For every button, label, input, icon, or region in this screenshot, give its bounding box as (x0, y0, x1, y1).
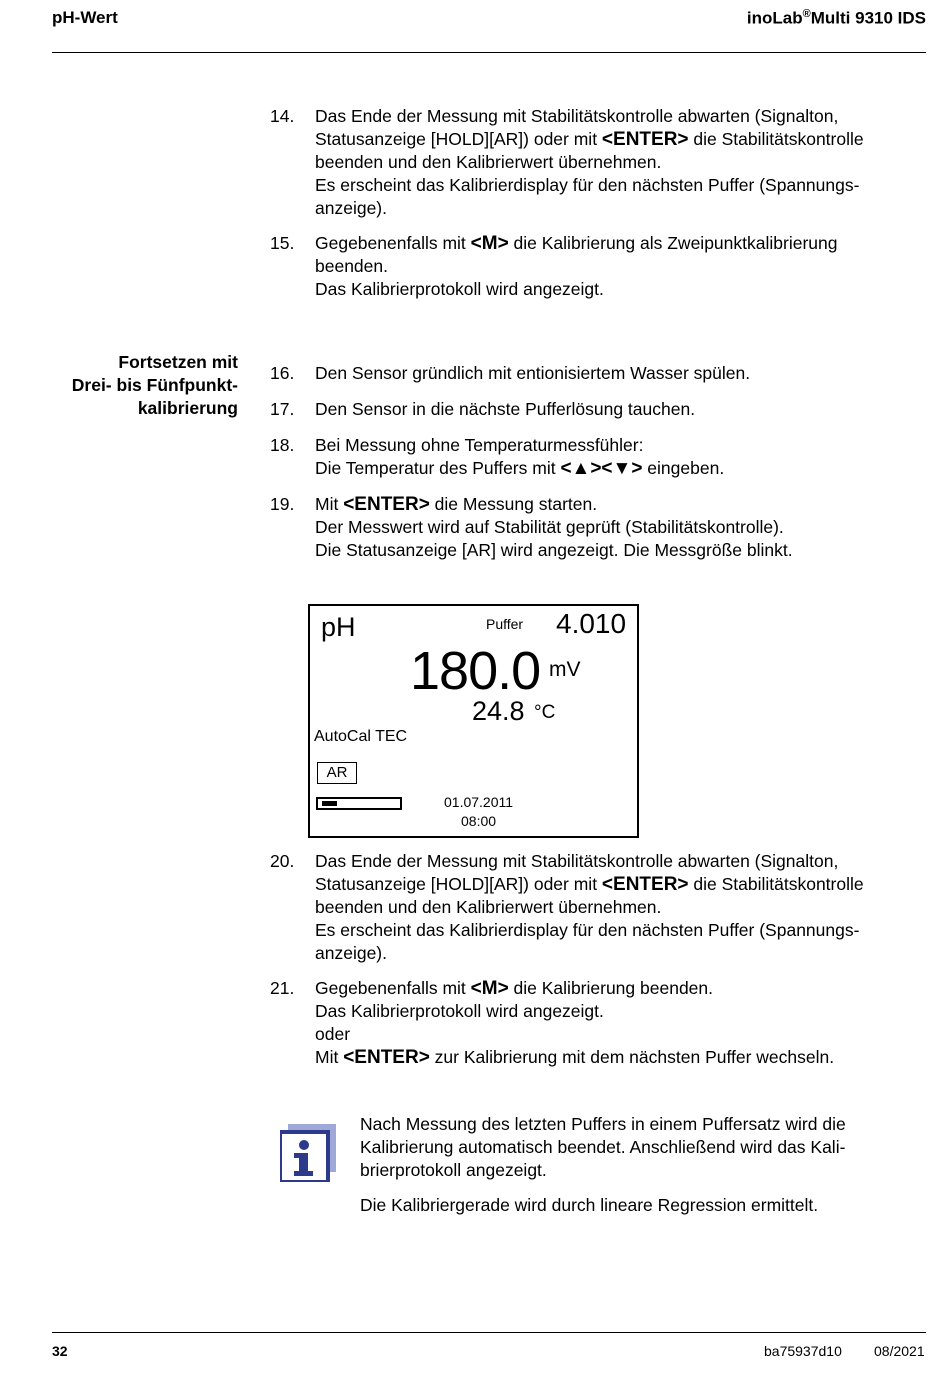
text-segment: Es erscheint das Kalibrierdisplay für den nächsten Puffer (Spannungs- (315, 175, 860, 195)
display-temperature-unit: °C (534, 702, 556, 723)
model-name: Multi 9310 IDS (810, 8, 926, 28)
step-text (315, 398, 920, 421)
display-buffer-value: 4.010 (556, 608, 627, 639)
text-segment: die Kalibrierung als Zweipunktkalibrierung (508, 233, 838, 253)
text-segment: Gegebenenfalls mit (315, 233, 471, 253)
display-parameter: pH (321, 612, 356, 642)
progress-fill (322, 801, 337, 806)
meter-display (308, 604, 639, 838)
document-date: 08/2021 (874, 1343, 925, 1359)
text-segment: Bei Messung ohne Temperaturmessfühler: (315, 435, 644, 455)
text-segment: die Stabilitätskontrolle (688, 874, 864, 894)
display-time: 08:00 (461, 813, 497, 829)
step-line (315, 873, 920, 896)
note-line: Die Kalibriergerade wird durch lineare Regression ermittelt. (360, 1195, 819, 1215)
step-line (315, 977, 920, 1000)
text-segment: Das Kalibrierprotokoll wird angezeigt. (315, 1001, 604, 1021)
text-segment: Mit (315, 494, 344, 514)
step-line (315, 434, 920, 457)
step-item (270, 398, 920, 421)
step-line (315, 174, 920, 197)
step-line (315, 1046, 920, 1069)
step-line (315, 896, 920, 919)
text-segment: Den Sensor in die nächste Pufferlösung tauchen. (315, 399, 696, 419)
running-header-section: pH-Wert (52, 8, 118, 27)
product-name: inoLab (746, 8, 803, 28)
step-line (315, 278, 920, 301)
text-segment: Das Ende der Messung mit Stabilitätskontrolle abwarten (Signalton, (315, 106, 839, 126)
step-line (315, 539, 920, 562)
step-text (315, 362, 920, 385)
text-segment: die Kalibrierung beenden. (508, 978, 714, 998)
text-segment: Gegebenenfalls mit (315, 978, 471, 998)
key-label: <▲><▼> (560, 458, 643, 479)
step-text (315, 850, 920, 965)
display-temperature: 24.8 (472, 696, 525, 726)
text-segment: Statusanzeige [HOLD][AR]) oder mit (315, 129, 602, 149)
note-line: Kalibrierung automatisch beendet. Anschließend wird das Kali- (360, 1137, 846, 1157)
key-label: <ENTER> (601, 874, 689, 895)
text-segment: Mit (315, 1047, 344, 1067)
step-text (315, 434, 920, 480)
registered-mark: ® (802, 8, 811, 20)
step-line (315, 493, 920, 516)
text-segment: Das Kalibrierprotokoll wird angezeigt. (315, 279, 604, 299)
step-line (315, 255, 920, 278)
display-progress-bar (316, 797, 402, 810)
step-text (315, 493, 920, 562)
step-item (270, 434, 920, 480)
step-text (315, 977, 920, 1069)
step-text (315, 232, 920, 301)
key-label: <ENTER> (601, 129, 689, 150)
step-number: 19. (270, 494, 295, 514)
step-line (315, 1023, 920, 1046)
running-header-product (747, 8, 926, 29)
step-item (270, 362, 920, 385)
side-heading-line: Drei- bis Fünfpunkt- (71, 375, 238, 395)
info-icon (280, 1124, 336, 1182)
note-line: brierprotokoll angezeigt. (360, 1160, 547, 1180)
text-segment: oder (315, 1024, 351, 1044)
display-date: 01.07.2011 (444, 794, 514, 810)
step-line (315, 105, 920, 128)
text-segment: Es erscheint das Kalibrierdisplay für den nächsten Puffer (Spannungs- (315, 920, 860, 940)
text-segment: beenden und den Kalibrierwert übernehmen. (315, 897, 662, 917)
side-heading-line: kalibrierung (137, 398, 238, 418)
page-number: 32 (52, 1343, 68, 1359)
display-main-unit: mV (549, 658, 581, 681)
key-label: <ENTER> (343, 1047, 430, 1068)
note-line: Nach Messung des letzten Puffers in einem Puffersatz wird die (360, 1114, 846, 1134)
key-label: <M> (470, 978, 509, 999)
step-number: 17. (270, 399, 295, 419)
text-segment: Das Ende der Messung mit Stabilitätskontrolle abwarten (Signalton, (315, 851, 839, 871)
step-number: 18. (270, 435, 295, 455)
step-item (270, 977, 920, 1069)
key-label: <ENTER> (343, 494, 430, 515)
step-number: 15. (270, 233, 295, 253)
step-line (315, 516, 920, 539)
key-label: <M> (470, 233, 509, 254)
side-heading (72, 351, 238, 420)
step-line (315, 942, 920, 965)
step-number: 16. (270, 363, 295, 383)
text-segment: anzeige). (315, 943, 387, 963)
text-segment: die Stabilitätskontrolle (688, 129, 864, 149)
step-line (315, 850, 920, 873)
step-line (315, 919, 920, 942)
step-item (270, 105, 920, 220)
step-line (315, 398, 920, 421)
text-segment: Statusanzeige [HOLD][AR]) oder mit (315, 874, 602, 894)
text-segment: eingeben. (642, 458, 725, 478)
step-item (270, 232, 920, 301)
text-segment: anzeige). (315, 198, 387, 218)
step-item (270, 493, 920, 562)
step-line (315, 151, 920, 174)
text-segment: Die Statusanzeige [AR] wird angezeigt. Die Messgröße blinkt. (315, 540, 793, 560)
display-status-badge: AR (317, 762, 357, 784)
text-segment: Die Temperatur des Puffers mit (315, 458, 561, 478)
footer-rule (52, 1332, 926, 1333)
step-line (315, 128, 920, 151)
text-segment: zur Kalibrierung mit dem nächsten Puffer wechseln. (429, 1047, 835, 1067)
text-segment: Der Messwert wird auf Stabilität geprüft (Stabilitätskontrolle). (315, 517, 784, 537)
text-segment: die Messung starten. (429, 494, 598, 514)
step-number: 14. (270, 106, 295, 126)
text-segment: beenden und den Kalibrierwert übernehmen. (315, 152, 662, 172)
display-main-value: 180.0 (410, 641, 541, 701)
header-rule (52, 52, 926, 53)
step-number: 21. (270, 978, 295, 998)
step-line (315, 362, 920, 385)
side-heading-line: Fortsetzen mit (118, 352, 238, 372)
document-id: ba75937d10 (764, 1343, 842, 1359)
step-line (315, 1000, 920, 1023)
step-item (270, 850, 920, 965)
display-calibration-mode: AutoCal TEC (314, 728, 408, 745)
step-text (315, 105, 920, 220)
text-segment: beenden. (315, 256, 388, 276)
step-line (315, 197, 920, 220)
step-number: 20. (270, 851, 295, 871)
display-buffer-label: Puffer (486, 616, 524, 632)
step-line (315, 457, 920, 480)
text-segment: Den Sensor gründlich mit entionisiertem Wasser spülen. (315, 363, 751, 383)
step-line (315, 232, 920, 255)
info-note (360, 1113, 920, 1217)
